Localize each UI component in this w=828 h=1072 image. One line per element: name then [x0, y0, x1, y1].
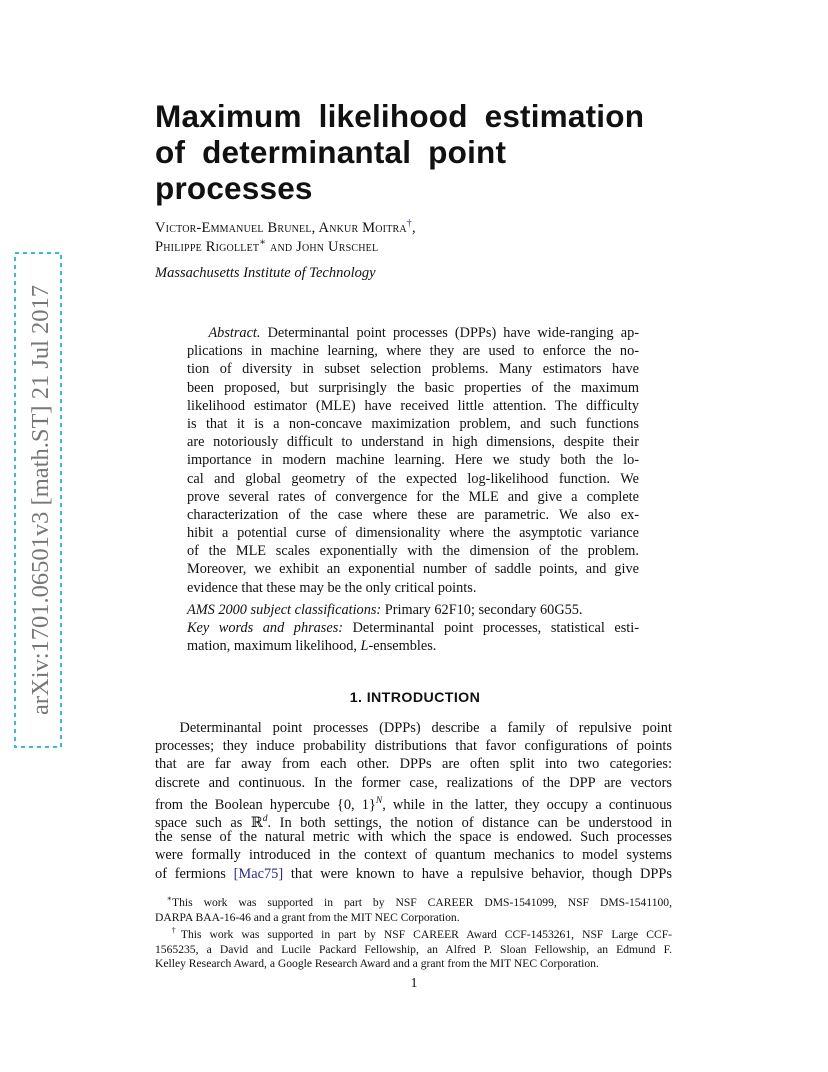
abstract	[187, 324, 639, 655]
dagger-footnote-link[interactable]: †	[406, 218, 412, 230]
intro-line: that are far away from each other. DPPs are often split into two categories:	[155, 756, 672, 773]
footnote-2-line: 1565235, a David and Lucile Packard Fellowship, an Alfred P. Sloan Fellowship, an Edmund F.	[155, 942, 672, 956]
authors-names-2a: Philippe Rigollet	[155, 239, 260, 255]
author-list	[155, 219, 675, 257]
abstract-line: tion of diversity in subset selection problems. Many estimators have	[187, 361, 639, 378]
footnote-2-text-1: This work was supported in part by NSF CAREER Award CCF-1453261, NSF Large CCF-	[180, 928, 672, 942]
footnote-1-mark: ∗	[166, 894, 173, 904]
ams-text: Primary 62F10; secondary 60G55.	[381, 601, 583, 618]
abstract-line: been proposed, but surprisingly the basic properties of the maximum	[187, 379, 639, 396]
abstract-line: cal and global geometry of the expected log-likelihood function. We	[187, 470, 639, 487]
abstract-line: is that it is a non-concave maximization problem, and such functions	[187, 415, 639, 432]
authors-names-2b: and John Urschel	[266, 239, 379, 255]
intro-line: processes; they induce probability distributions that favor configurations of points	[155, 738, 672, 755]
abstract-line: likelihood estimator (MLE) have received little attention. The difficulty	[187, 397, 639, 414]
keywords-text-2a: mation, maximum likelihood,	[187, 638, 361, 655]
star-footnote-mark: ∗	[259, 237, 267, 249]
abstract-line: plications in machine learning, where they are used to enforce the no-	[187, 343, 639, 360]
intro-line: were formally introduced in the context of quantum mechanics to model systems	[155, 847, 672, 864]
footnote-2-mark: †	[166, 926, 181, 936]
citation-link-mac75[interactable]: [Mac75]	[233, 865, 284, 882]
intro-sup-N: N	[375, 795, 383, 806]
footnotes	[155, 896, 672, 972]
paper-title	[155, 98, 685, 206]
keywords-text-2b: -ensembles.	[368, 638, 437, 655]
introduction-text	[155, 719, 672, 883]
abstract-text-0: Determinantal point processes (DPPs) have wide-ranging ap-	[267, 325, 639, 341]
footnote-1-text-1: This work was supported in part by NSF CAREER DMS-1541099, NSF DMS-1541100,	[172, 896, 672, 909]
abstract-line: prove several rates of convergence for the MLE and give a complete	[187, 488, 639, 505]
keywords-text: Determinantal point processes, statistical esti-	[343, 620, 639, 636]
intro-sup-d: d	[262, 813, 268, 824]
keywords-line-1	[187, 619, 639, 637]
arxiv-stamp[interactable]	[12, 250, 64, 750]
keywords-label: Key words and phrases:	[187, 620, 344, 636]
ams-classification	[187, 601, 639, 619]
keywords-line-2	[187, 637, 639, 655]
abstract-line: evidence that these may be the only critical points.	[187, 579, 477, 596]
intro-text-9b: that were known to have a repulsive behavior, though DPPs	[283, 865, 672, 882]
intro-line	[155, 865, 672, 883]
affiliation: Massachusetts Institute of Technology	[155, 265, 376, 281]
intro-line	[155, 719, 672, 737]
footnote-1-line: DARPA BAA-16-46 and a grant from the MIT NEC Corporation.	[155, 910, 460, 924]
page-number: 1	[410, 976, 418, 991]
abstract-line: importance in modern machine learning. Here we study both the lo-	[187, 452, 639, 469]
abstract-label: Abstract.	[208, 325, 261, 341]
authors-comma: ,	[412, 220, 416, 236]
title-line-3: processes	[155, 170, 313, 206]
arxiv-stamp-text: arXiv:1701.06501v3 [math.ST] 21 Jul 2017	[27, 284, 54, 716]
keywords-text-2it: L	[360, 638, 369, 655]
ams-label: AMS 2000 subject classifications:	[187, 601, 382, 618]
intro-line	[155, 810, 672, 831]
title-line-2: of determinantal point	[155, 134, 507, 170]
abstract-line: characterization of the case where these are parametric. We also ex-	[187, 506, 639, 523]
footnote-2-line	[155, 928, 672, 943]
abstract-line: of the MLE scales exponentially with the dimension of the problem.	[187, 543, 639, 560]
intro-text-6a: space such as ℝ	[155, 814, 263, 831]
intro-text-6b: . In both settings, the notion of distance can be understood in	[267, 814, 672, 831]
author-line-2	[155, 238, 675, 257]
title-line-1: Maximum likelihood estimation	[155, 98, 645, 134]
footnote-2-line: Kelley Research Award, a Google Research Award and a grant from the MIT NEC Corporation.	[155, 957, 599, 971]
intro-text-9a: of fermions	[155, 865, 234, 882]
abstract-line	[187, 324, 639, 342]
intro-text-5b: , while in the latter, they occupy a continuous	[382, 796, 672, 813]
abstract-line: hibit a potential curse of dimensionality where the asymptotic variance	[187, 525, 639, 542]
section-heading-introduction: 1. INTRODUCTION	[349, 690, 481, 706]
intro-text-5a: from the Boolean hypercube {0, 1}	[155, 796, 376, 813]
footnote-1-line	[155, 896, 672, 911]
intro-text-1: Determinantal point processes (DPPs) describe a family of repulsive point	[179, 720, 672, 736]
intro-line	[155, 792, 672, 813]
arxiv-stamp-graphic	[12, 250, 64, 750]
intro-line: discrete and continuous. In the former case, realizations of the DPP are vectors	[155, 774, 672, 791]
abstract-line: Moreover, we exhibit an exponential number of saddle points, and give	[187, 561, 639, 578]
author-line-1	[155, 219, 675, 238]
abstract-line: are notoriously difficult to understand in high dimensions, despite their	[187, 434, 639, 451]
intro-line: the sense of the natural metric with which the space is endowed. Such processes	[155, 829, 672, 846]
authors-names-1: Victor-Emmanuel Brunel, Ankur Moitra	[155, 220, 407, 236]
